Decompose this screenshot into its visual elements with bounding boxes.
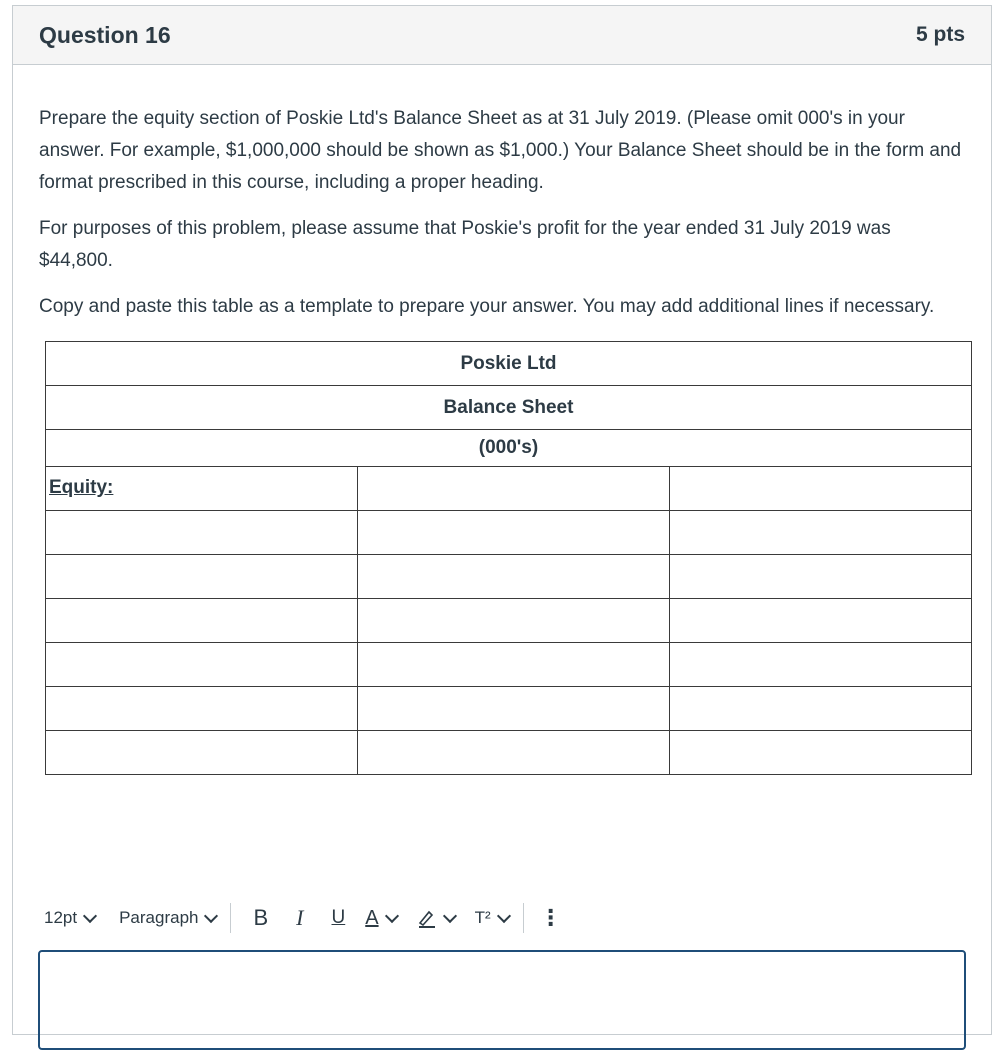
table-cell [670,687,972,731]
table-cell [358,643,670,687]
text-color-dropdown[interactable] [365,907,396,930]
table-heading-units: (000's) [46,430,972,467]
chevron-down-icon [83,908,97,922]
answer-editor[interactable] [38,950,966,1050]
table-row [46,643,972,687]
table-heading-company: Poskie Ltd [46,342,972,386]
question-body [13,65,991,775]
block-format-dropdown[interactable] [119,908,216,928]
highlighter-icon [417,908,437,928]
table-cell [670,643,972,687]
highlight-color-dropdown[interactable] [417,908,455,928]
bold-button[interactable]: B [253,905,269,930]
superscript-icon: T² [474,908,491,927]
question-card [12,5,992,1035]
font-size-dropdown[interactable] [44,908,95,928]
chevron-down-icon [204,908,218,922]
table-cell [670,731,972,775]
more-options-icon[interactable]: ⋮ [539,905,562,930]
table-cell [358,687,670,731]
table-row [46,511,972,555]
table-row [46,342,972,386]
question-paragraph-1: Prepare the equity section of Poskie Ltd's Balance Sheet as at 31 July 2019. (Please omit 000's in your answer. For example, $1,000,000 should be shown as $1,000.) Your Balance Sheet should be in the form and format prescribed in this course, including a proper heading. [39,108,962,193]
table-cell [670,511,972,555]
underline-button[interactable]: U [331,907,346,928]
question-title: Question 16 [39,21,171,48]
table-cell [670,599,972,643]
equity-label: Equity: [49,477,114,498]
table-row [46,555,972,599]
table-row [46,467,972,511]
chevron-down-icon [443,908,457,922]
font-size-value: 12pt [44,908,78,927]
table-row [46,386,972,430]
chevron-down-icon [385,908,399,922]
table-cell [46,731,358,775]
question-paragraph-3: Copy and paste this table as a template to prepare your answer. You may add additional lines if necessary. [39,296,935,317]
table-cell [46,555,358,599]
table-cell [46,511,358,555]
table-heading-statement: Balance Sheet [46,386,972,430]
table-cell [46,687,358,731]
text-color-icon: A [365,906,379,929]
balance-sheet-template-table [45,341,972,775]
rich-text-toolbar [44,900,576,936]
question-paragraph-2: For purposes of this problem, please assume that Poskie's profit for the year ended 31 July 2019 was $44,800. [39,218,891,271]
table-row [46,430,972,467]
table-cell [358,467,670,511]
table-row [46,599,972,643]
superscript-dropdown[interactable] [475,908,509,928]
table-cell [46,599,358,643]
toolbar-divider [523,903,524,933]
table-row [46,731,972,775]
table-cell [358,555,670,599]
question-points: 5 pts [915,23,965,46]
question-header [13,6,991,65]
table-cell [358,731,670,775]
table-cell [46,467,358,511]
table-row [46,687,972,731]
chevron-down-icon [497,908,511,922]
table-cell [670,555,972,599]
toolbar-divider [230,903,231,933]
table-cell [670,467,972,511]
table-cell [358,599,670,643]
table-cell [358,511,670,555]
italic-button[interactable]: I [296,905,304,930]
table-cell [46,643,358,687]
block-format-value: Paragraph [119,908,199,927]
